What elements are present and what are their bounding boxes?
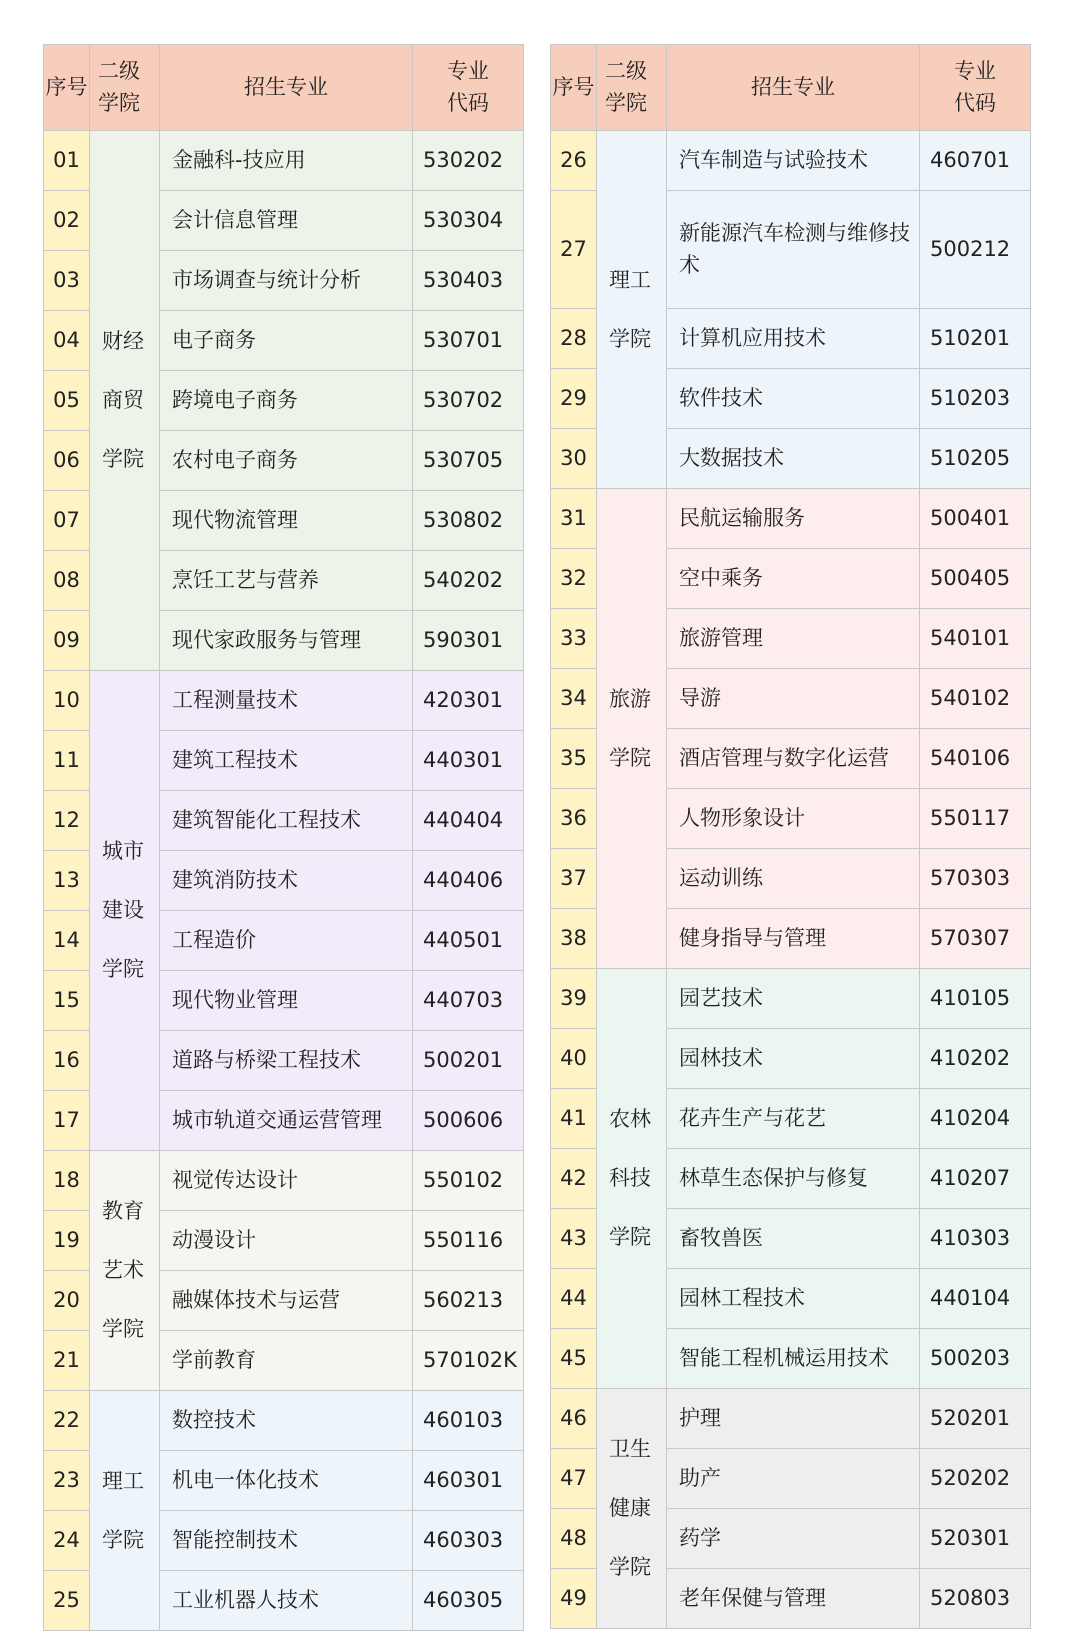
major-name: 林草生态保护与修复 — [667, 1149, 920, 1209]
table-row — [44, 671, 524, 731]
major-code: 520202 — [920, 1449, 1031, 1509]
major-code: 500212 — [920, 191, 1031, 309]
header-major: 招生专业 — [667, 45, 920, 131]
major-code: 410202 — [920, 1029, 1031, 1089]
major-name: 道路与桥梁工程技术 — [160, 1031, 413, 1091]
seq-number: 37 — [551, 849, 597, 909]
header-college: 二级 学院 — [597, 45, 667, 131]
major-code: 560213 — [413, 1271, 524, 1331]
major-name: 助产 — [667, 1449, 920, 1509]
major-code: 460305 — [413, 1571, 524, 1631]
seq-number: 13 — [44, 851, 90, 911]
major-code: 410303 — [920, 1209, 1031, 1269]
major-code: 520301 — [920, 1509, 1031, 1569]
table-row — [44, 1391, 524, 1451]
major-name: 园艺技术 — [667, 969, 920, 1029]
major-name: 建筑工程技术 — [160, 731, 413, 791]
seq-number: 20 — [44, 1271, 90, 1331]
major-name: 运动训练 — [667, 849, 920, 909]
seq-number: 22 — [44, 1391, 90, 1451]
seq-number: 07 — [44, 491, 90, 551]
header-code: 专业 代码 — [920, 45, 1031, 131]
major-code: 500201 — [413, 1031, 524, 1091]
major-code: 510201 — [920, 309, 1031, 369]
major-code: 530403 — [413, 251, 524, 311]
college-name: 理工 学院 — [597, 131, 667, 489]
header-seq: 序号 — [551, 45, 597, 131]
header-row — [44, 45, 524, 131]
seq-number: 30 — [551, 429, 597, 489]
major-name: 机电一体化技术 — [160, 1451, 413, 1511]
major-name: 学前教育 — [160, 1331, 413, 1391]
seq-number: 06 — [44, 431, 90, 491]
seq-number: 23 — [44, 1451, 90, 1511]
major-name: 园林技术 — [667, 1029, 920, 1089]
major-code: 420301 — [413, 671, 524, 731]
seq-number: 12 — [44, 791, 90, 851]
major-code: 440406 — [413, 851, 524, 911]
seq-number: 17 — [44, 1091, 90, 1151]
major-code: 510205 — [920, 429, 1031, 489]
major-code: 550117 — [920, 789, 1031, 849]
seq-number: 11 — [44, 731, 90, 791]
major-code: 440703 — [413, 971, 524, 1031]
major-code: 440404 — [413, 791, 524, 851]
major-name: 人物形象设计 — [667, 789, 920, 849]
major-code: 500401 — [920, 489, 1031, 549]
major-code: 500405 — [920, 549, 1031, 609]
major-name: 民航运输服务 — [667, 489, 920, 549]
seq-number: 09 — [44, 611, 90, 671]
college-name: 旅游 学院 — [597, 489, 667, 969]
major-name: 电子商务 — [160, 311, 413, 371]
major-name: 金融科-技应用 — [160, 131, 413, 191]
table-row — [551, 1389, 1031, 1449]
major-code: 590301 — [413, 611, 524, 671]
major-code: 460103 — [413, 1391, 524, 1451]
major-code: 530802 — [413, 491, 524, 551]
seq-number: 31 — [551, 489, 597, 549]
major-code: 550116 — [413, 1211, 524, 1271]
major-code: 410207 — [920, 1149, 1031, 1209]
major-code: 500606 — [413, 1091, 524, 1151]
major-name: 护理 — [667, 1389, 920, 1449]
major-name: 现代物业管理 — [160, 971, 413, 1031]
major-name: 现代物流管理 — [160, 491, 413, 551]
seq-number: 24 — [44, 1511, 90, 1571]
major-code: 410204 — [920, 1089, 1031, 1149]
seq-number: 03 — [44, 251, 90, 311]
major-name: 融媒体技术与运营 — [160, 1271, 413, 1331]
seq-number: 25 — [44, 1571, 90, 1631]
major-name: 酒店管理与数字化运营 — [667, 729, 920, 789]
major-name: 跨境电子商务 — [160, 371, 413, 431]
major-name: 现代家政服务与管理 — [160, 611, 413, 671]
college-name: 理工 学院 — [90, 1391, 160, 1631]
seq-number: 47 — [551, 1449, 597, 1509]
seq-number: 39 — [551, 969, 597, 1029]
seq-number: 08 — [44, 551, 90, 611]
college-name: 财经 商贸 学院 — [90, 131, 160, 671]
major-name: 会计信息管理 — [160, 191, 413, 251]
major-name: 计算机应用技术 — [667, 309, 920, 369]
header-college: 二级 学院 — [90, 45, 160, 131]
header-major: 招生专业 — [160, 45, 413, 131]
major-code: 440301 — [413, 731, 524, 791]
seq-number: 29 — [551, 369, 597, 429]
seq-number: 32 — [551, 549, 597, 609]
table-row — [44, 131, 524, 191]
seq-number: 40 — [551, 1029, 597, 1089]
seq-number: 46 — [551, 1389, 597, 1449]
seq-number: 10 — [44, 671, 90, 731]
seq-number: 21 — [44, 1331, 90, 1391]
major-name: 市场调查与统计分析 — [160, 251, 413, 311]
seq-number: 41 — [551, 1089, 597, 1149]
seq-number: 34 — [551, 669, 597, 729]
seq-number: 38 — [551, 909, 597, 969]
seq-number: 43 — [551, 1209, 597, 1269]
major-code: 440501 — [413, 911, 524, 971]
seq-number: 42 — [551, 1149, 597, 1209]
major-code: 570102K — [413, 1331, 524, 1391]
college-name: 农林 科技 学院 — [597, 969, 667, 1389]
major-name: 智能控制技术 — [160, 1511, 413, 1571]
major-name: 动漫设计 — [160, 1211, 413, 1271]
seq-number: 26 — [551, 131, 597, 191]
seq-number: 15 — [44, 971, 90, 1031]
seq-number: 45 — [551, 1329, 597, 1389]
seq-number: 44 — [551, 1269, 597, 1329]
major-code: 530702 — [413, 371, 524, 431]
seq-number: 02 — [44, 191, 90, 251]
major-code: 460301 — [413, 1451, 524, 1511]
header-code: 专业 代码 — [413, 45, 524, 131]
major-code: 500203 — [920, 1329, 1031, 1389]
seq-number: 49 — [551, 1569, 597, 1629]
seq-number: 05 — [44, 371, 90, 431]
major-code: 540102 — [920, 669, 1031, 729]
major-code: 410105 — [920, 969, 1031, 1029]
major-name: 数控技术 — [160, 1391, 413, 1451]
major-code: 530701 — [413, 311, 524, 371]
major-code: 520803 — [920, 1569, 1031, 1629]
major-code: 540202 — [413, 551, 524, 611]
seq-number: 18 — [44, 1151, 90, 1211]
major-code: 440104 — [920, 1269, 1031, 1329]
major-name: 智能工程机械运用技术 — [667, 1329, 920, 1389]
major-table-right — [550, 44, 1031, 1629]
college-name: 城市 建设 学院 — [90, 671, 160, 1151]
major-code: 510203 — [920, 369, 1031, 429]
major-name: 药学 — [667, 1509, 920, 1569]
major-name: 空中乘务 — [667, 549, 920, 609]
major-name: 建筑消防技术 — [160, 851, 413, 911]
header-row — [551, 45, 1031, 131]
seq-number: 28 — [551, 309, 597, 369]
seq-number: 36 — [551, 789, 597, 849]
table-row — [44, 1151, 524, 1211]
major-code: 570303 — [920, 849, 1031, 909]
major-name: 工业机器人技术 — [160, 1571, 413, 1631]
major-code: 530705 — [413, 431, 524, 491]
major-name: 老年保健与管理 — [667, 1569, 920, 1629]
major-name: 建筑智能化工程技术 — [160, 791, 413, 851]
seq-number: 48 — [551, 1509, 597, 1569]
major-code: 540106 — [920, 729, 1031, 789]
seq-number: 01 — [44, 131, 90, 191]
major-code: 460303 — [413, 1511, 524, 1571]
major-name: 城市轨道交通运营管理 — [160, 1091, 413, 1151]
table-row — [551, 131, 1031, 191]
seq-number: 27 — [551, 191, 597, 309]
major-name: 健身指导与管理 — [667, 909, 920, 969]
major-name: 导游 — [667, 669, 920, 729]
major-code: 530304 — [413, 191, 524, 251]
major-name: 旅游管理 — [667, 609, 920, 669]
major-code: 540101 — [920, 609, 1031, 669]
major-name: 汽车制造与试验技术 — [667, 131, 920, 191]
major-name: 花卉生产与花艺 — [667, 1089, 920, 1149]
seq-number: 14 — [44, 911, 90, 971]
major-name: 软件技术 — [667, 369, 920, 429]
header-seq: 序号 — [44, 45, 90, 131]
major-name: 农村电子商务 — [160, 431, 413, 491]
seq-number: 35 — [551, 729, 597, 789]
college-name: 教育 艺术 学院 — [90, 1151, 160, 1391]
major-name: 视觉传达设计 — [160, 1151, 413, 1211]
major-code: 550102 — [413, 1151, 524, 1211]
major-code: 520201 — [920, 1389, 1031, 1449]
major-name: 大数据技术 — [667, 429, 920, 489]
seq-number: 16 — [44, 1031, 90, 1091]
college-name: 卫生 健康 学院 — [597, 1389, 667, 1629]
major-name: 工程造价 — [160, 911, 413, 971]
seq-number: 19 — [44, 1211, 90, 1271]
major-name: 烹饪工艺与营养 — [160, 551, 413, 611]
table-row — [551, 489, 1031, 549]
major-name: 畜牧兽医 — [667, 1209, 920, 1269]
major-table-left — [43, 44, 524, 1631]
major-code: 460701 — [920, 131, 1031, 191]
major-code: 570307 — [920, 909, 1031, 969]
major-name: 工程测量技术 — [160, 671, 413, 731]
seq-number: 33 — [551, 609, 597, 669]
seq-number: 04 — [44, 311, 90, 371]
major-code: 530202 — [413, 131, 524, 191]
major-name: 园林工程技术 — [667, 1269, 920, 1329]
major-name: 新能源汽车检测与维修技 术 — [667, 191, 920, 309]
table-row — [551, 969, 1031, 1029]
